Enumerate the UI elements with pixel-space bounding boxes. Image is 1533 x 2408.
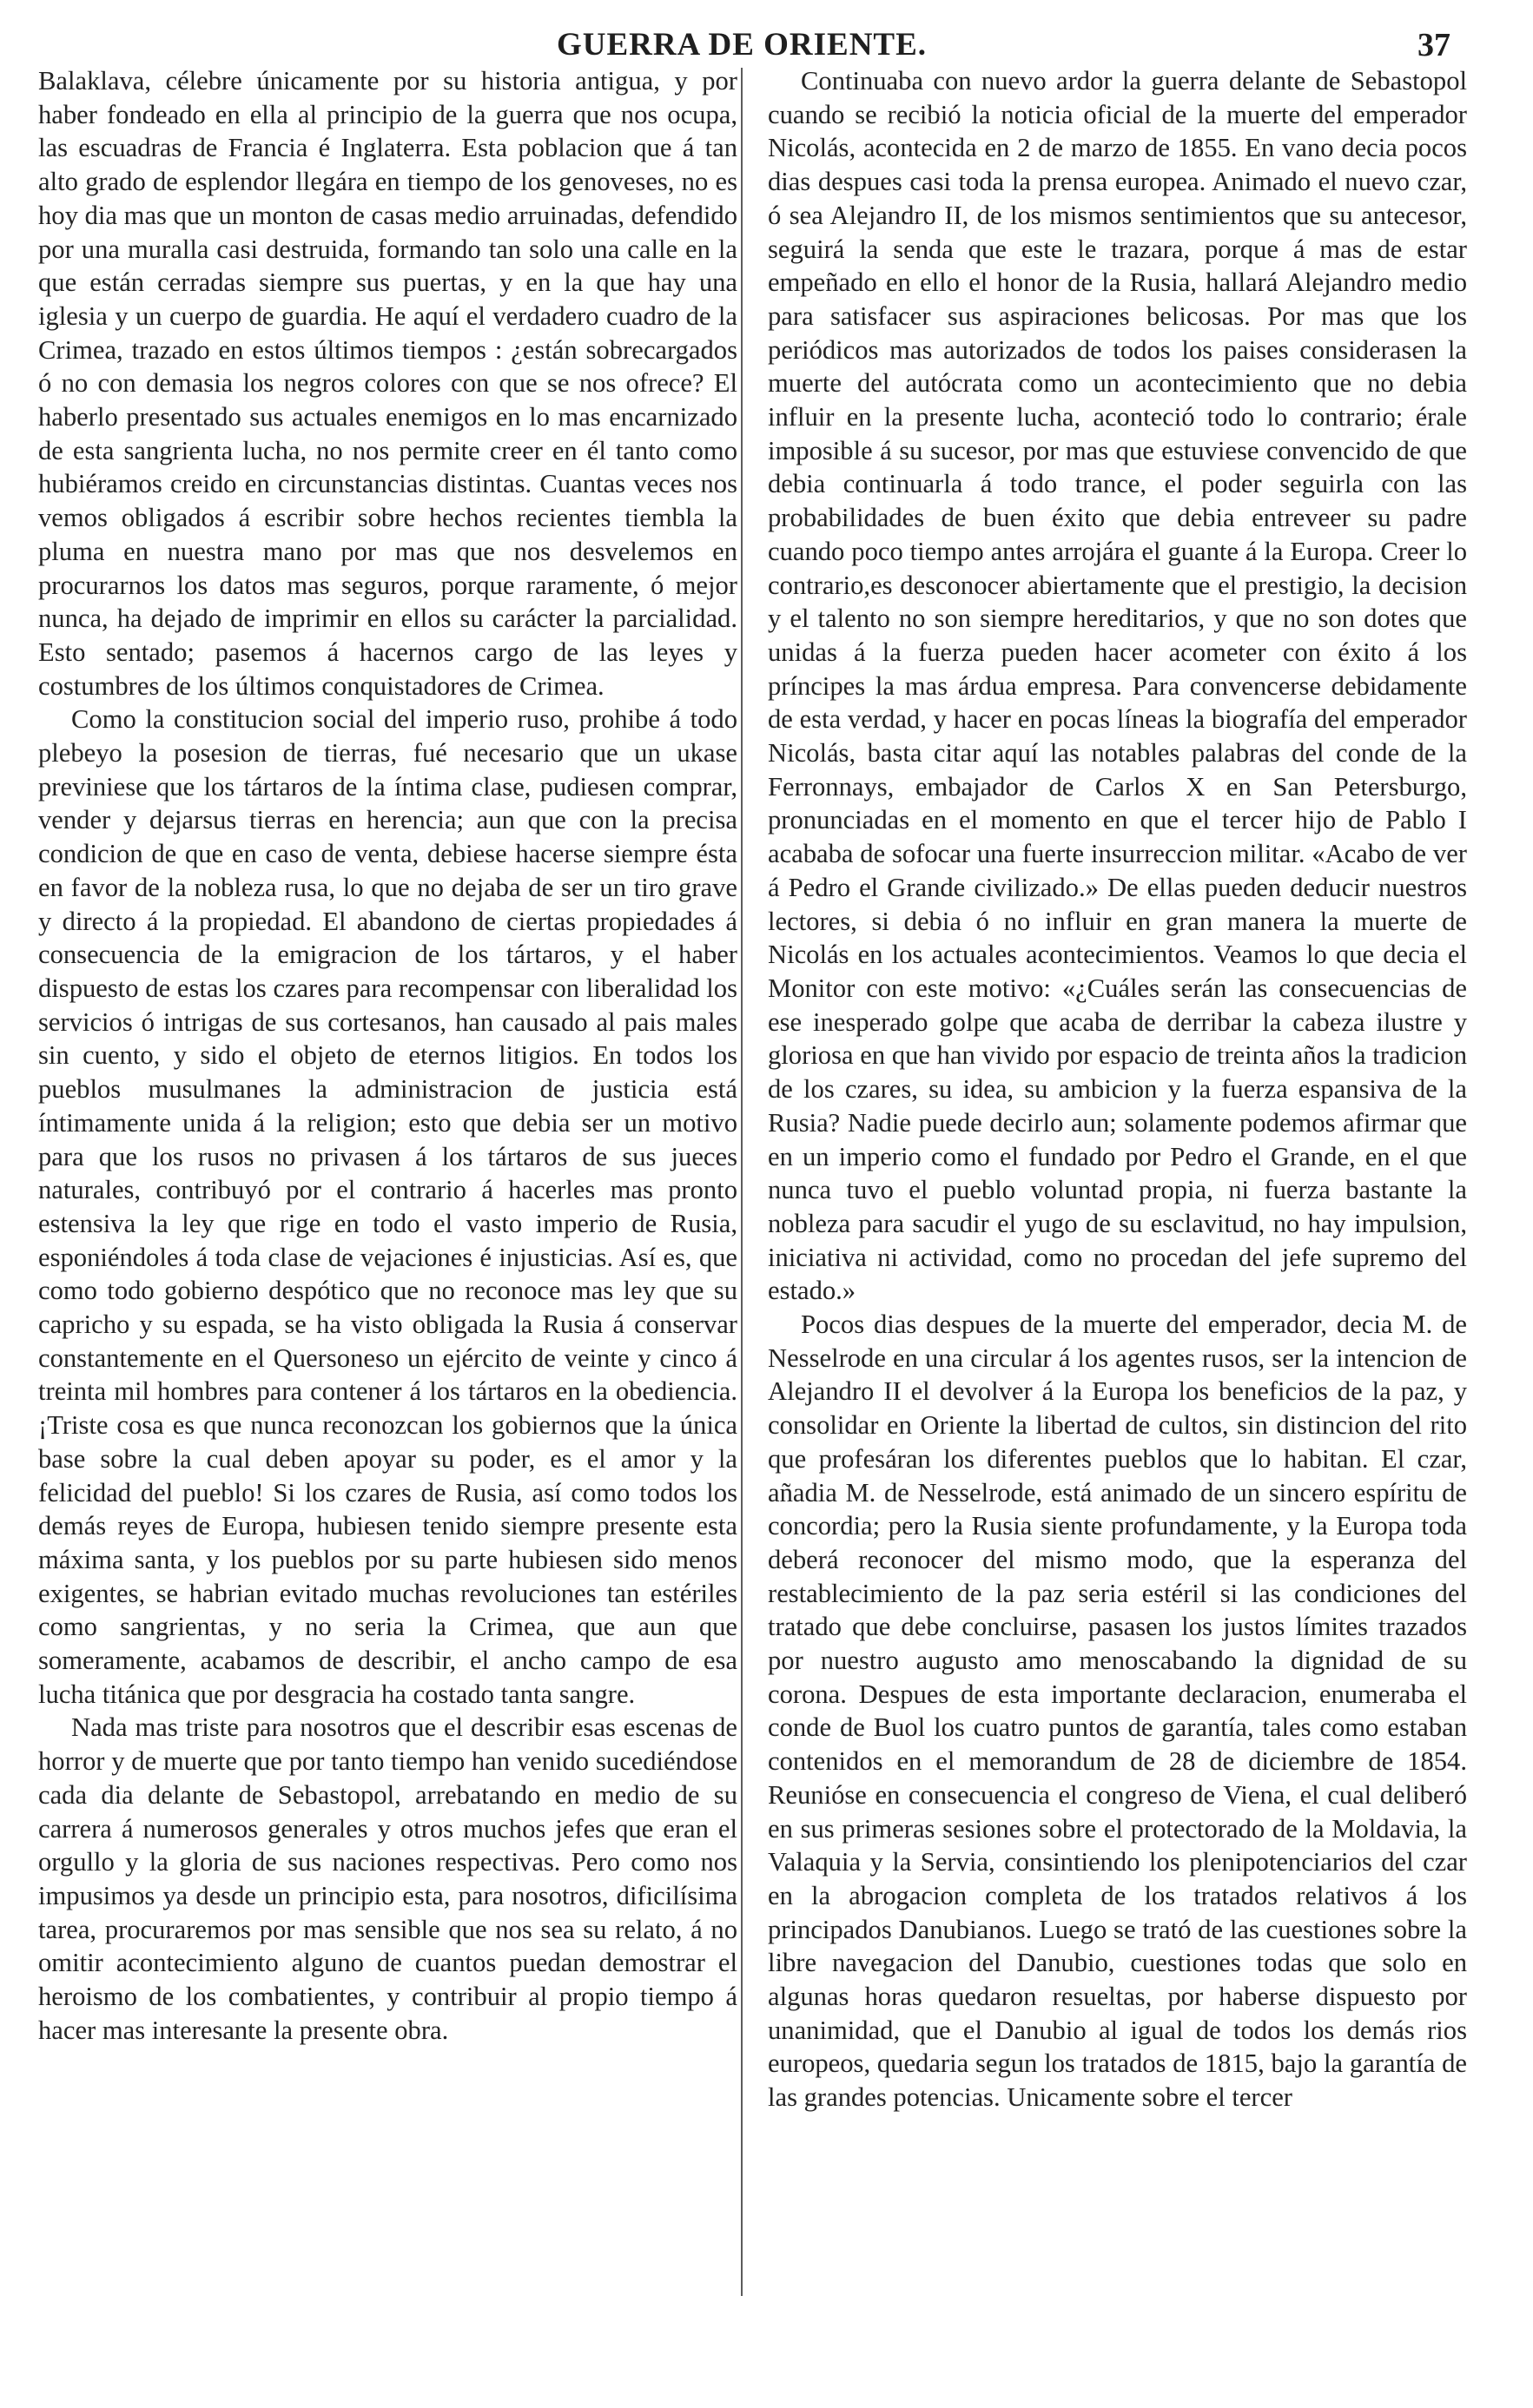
left-paragraph-1: Balaklava, célebre únicamente por su historia antigua, y por haber fondeado en ella al principio de la guerra que nos ocupa, las escuadras de Francia é Inglaterra. Esta poblacion que á tan alto grado de esplendor llegára en tiempo de los genoveses, no es hoy dia mas que un monton de casas medio arruinadas, defendido por una muralla casi destruida, formando tan solo una calle en la que están cerradas siempre sus puertas, y en la que hay una iglesia y un cuerpo de guardia. He aquí el verdadero cuadro de la Crimea, trazado en estos últimos tiempos : ¿están sobrecargados ó no con demasia los negros colores con que se nos ofrece? El haberlo presentado sus actuales enemigos en lo mas encarnizado de esta sangrienta lucha, no nos permite creer en él tanto como hubiéramos creido en circunstancias distintas. Cuantas veces nos vemos obligados á escribir sobre hechos recientes tiembla la pluma en nuestra mano por mas que nos desvelemos en procurarnos los datos mas seguros, porque raramente, ó mejor nunca, ha dejado de imprimir en ellos su carácter la parcialidad. Esto sentado; pasemos á hacernos cargo de las leyes y costumbres de los últimos conquistadores de Crimea.	[38, 66, 737, 701]
page-header	[33, 26, 1450, 69]
left-column	[38, 64, 737, 2047]
running-title: GUERRA DE ORIENTE.	[556, 27, 928, 63]
left-paragraph-2: Como la constitucion social del imperio ruso, prohibe á todo plebeyo la posesion de tierras, fué necesario que un ukase previniese que los tártaros de la íntima clase, pudiesen comprar, vender y dejarsus tierras en herencia; aun que con la precisa condicion de que en caso de venta, debiese hacerse siempre ésta en favor de la nobleza rusa, lo que no dejaba de ser un tiro grave y directo á la propiedad. El abandono de ciertas propiedades á consecuencia de la emigracion de los tártaros, y el haber dispuesto de estas los czares para recompensar con liberalidad los servicios ó intrigas de sus cortesanos, han causado al pais males sin cuento, y sido el objeto de eternos litigios. En todos los pueblos musulmanes la administracion de justicia está íntimamente unida á la religion; esto que debia ser un motivo para que los rusos no privasen á los tártaros de sus jueces naturales, contribuyó por el contrario á hacerles mas pronto estensiva la ley que rige en todo el vasto imperio de Rusia, esponiéndoles á toda clase de vejaciones é injusticias. Así es, que como todo gobierno despótico que no reconoce mas ley que su capricho y su espada, se ha visto obligada la Rusia á conservar constantemente en el Quersoneso un ejército de veinte y cinco á treinta mil hombres para contener á los tártaros en la obediencia. ¡Triste cosa es que nunca reconozcan los gobiernos que la única base sobre la cual deben apoyar su poder, es el amor y la felicidad del pueblo! Si los czares de Rusia, así como todos los demás reyes de Europa, hubiesen tenido siempre presente esta máxima santa, y los pueblos por su parte hubiesen sido menos exigentes, se habrian evitado muchas revoluciones tan estériles como sangrientas, y no seria la Crimea, que aun que someramente, acabamos de describir, el ancho campo de esa lucha titánica que por desgracia ha costado tanta sangre.	[38, 704, 737, 1709]
page-number: 37	[1417, 27, 1450, 63]
left-paragraph-3: Nada mas triste para nosotros que el describir esas escenas de horror y de muerte que por tanto tiempo han venido sucediéndose cada dia delante de Sebastopol, arrebatando en medio de su carrera á numerosos generales y otros muchos jefes que eran el orgullo y la gloria de sus naciones respectivas. Pero como nos impusimos ya desde un principio esta, para nosotros, dificilísima tarea, procuraremos por mas sensible que nos sea su relato, á no omitir acontecimiento alguno de cuantos puedan demostrar el heroismo de los combatientes, y contribuir al propio tiempo á hacer mas interesante la presente obra.	[38, 1712, 737, 2045]
column-divider	[741, 68, 743, 2296]
right-column	[768, 64, 1467, 2114]
right-paragraph-2: Pocos dias despues de la muerte del emperador, decia M. de Nesselrode en una circular á los agentes rusos, ser la intencion de Alejandro II el devolver á la Europa los beneficios de la paz, y consolidar en Oriente la libertad de cultos, sin distincion del rito que profesáran los diferentes pueblos que lo habitan. El czar, añadia M. de Nesselrode, está animado de un sincero espíritu de concordia; pero la Rusia siente profundamente, y la Europa toda deberá reconocer del mismo modo, que la esperanza del restablecimiento de la paz seria estéril si las condiciones del tratado que debe concluirse, pasasen los justos límites trazados por nuestro augusto amo menoscabando la dignidad de su corona. Despues de esta importante declaracion, enumeraba el conde de Buol los cuatro puntos de garantía, tales como estaban contenidos en el memorandum de 28 de diciembre de 1854. Reunióse en consecuencia el congreso de Viena, el cual deliberó en sus primeras sesiones sobre el protectorado de la Moldavia, la Valaquia y la Servia, consintiendo los plenipotenciarios del czar en la abrogacion completa de los tratados relativos á los principados Danubianos. Luego se trató de las cuestiones sobre la libre navegacion del Danubio, cuestiones todas que solo en algunas horas quedaron resueltas, por haberse dispuesto por unanimidad, que el Danubio al igual de todos los demás rios europeos, quedaria segun los tratados de 1815, bajo la garantía de las grandes potencias. Unicamente sobre el tercer	[768, 1310, 1467, 2113]
right-paragraph-1: Continuaba con nuevo ardor la guerra delante de Sebastopol cuando se recibió la noticia oficial de la muerte del emperador Nicolás, acontecida en 2 de marzo de 1855. En vano decia pocos dias despues casi toda la prensa europea. Animado el nuevo czar, ó sea Alejandro II, de los mismos sentimientos que su antecesor, seguirá la senda que este le trazara, porque á mas de estar empeñado en ello el honor de la Rusia, hallará Alejandro medio para satisfacer sus aspiraciones belicosas. Por mas que los periódicos mas autorizados de todos los paises considerasen la muerte del autócrata como un acontecimiento que no debia influir en la presente lucha, aconteció todo lo contrario; érale imposible á su sucesor, por mas que estuviese convencido de que debia continuarla á todo trance, el poder seguirla con las probabilidades de buen éxito que debia entreveer su padre cuando poco tiempo antes arrojára el guante á la Europa. Creer lo contrario,es desconocer abiertamente que el prestigio, la decision y el talento no son siempre hereditarios, y que no son dotes que unidas á la fuerza pueden hacer acometer con éxito á los príncipes la mas árdua empresa. Para convencerse debidamente de esta verdad, y hacer en pocas líneas la biografía del emperador Nicolás, basta citar aquí las notables palabras del conde de la Ferronnays, embajador de Carlos X en San Petersburgo, pronunciadas en el momento en que el tercer hijo de Pablo I acababa de sofocar una fuerte insurreccion militar. «Acabo de ver á Pedro el Grande civilizado.» De ellas pueden deducir nuestros lectores, si debia ó no influir en gran manera la muerte de Nicolás en los actuales acontecimientos. Veamos lo que decia el Monitor con este motivo: «¿Cuáles serán las consecuencias de ese inesperado golpe que acaba de derribar la cabeza ilustre y gloriosa en que han vivido por espacio de treinta años la tradicion de los czares, su idea, su ambicion y la fuerza espansiva de la Rusia? Nadie puede decirlo aun; solamente podemos afirmar que en un imperio como el fundado por Pedro el Grande, en el que nunca tuvo el pueblo voluntad propia, ni fuerza bastante la nobleza para sacudir el yugo de su esclavitud, no hay impulsion, iniciativa ni actividad, como no procedan del jefe supremo del estado.»	[768, 66, 1467, 1306]
